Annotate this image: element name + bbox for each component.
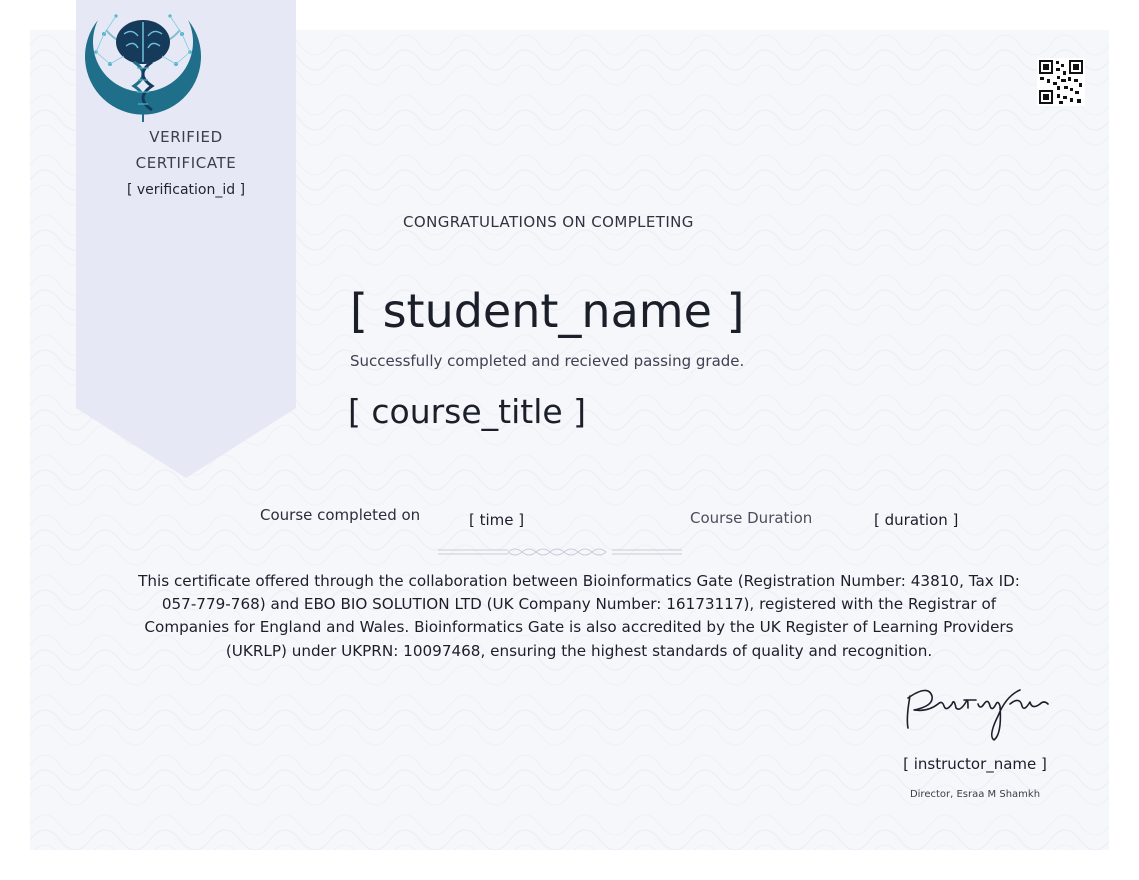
director-title: Director, Esraa M Shamkh (909, 789, 1041, 800)
verified-certificate-label (76, 124, 296, 176)
qr-code-icon[interactable] (1037, 58, 1085, 106)
course-duration-label: Course Duration (690, 509, 813, 527)
course-completed-label: Course completed on (260, 506, 421, 524)
verified-line: VERIFIED (149, 128, 223, 146)
certificate-line: CERTIFICATE (135, 154, 237, 172)
student-name: [ student_name ] (350, 284, 745, 338)
instructor-name: [ instructor_name ] (903, 755, 1047, 773)
course-title: [ course_title ] (348, 392, 587, 431)
success-text: Successfully completed and recieved passing grade. (350, 352, 745, 370)
verified-ribbon (76, 0, 296, 478)
handwritten-signature (898, 682, 1058, 744)
brain-dna-emblem-icon (76, 0, 210, 126)
decorative-divider (438, 545, 682, 559)
accreditation-paragraph: This certificate offered through the collaboration between Bioinformatics Gate (Registration Number: 43810, Tax ID: 057-779-768) and EBO BIO SOLUTION LTD (UK Company Number: 16173117), registered with the Registrar of Companies for England and Wales. Bioinformatics Gate is also accredited by the UK Register of Learning Providers (UKRLP) under UKPRN: 10097468, ensuring the highest standards of quality and recognition. (138, 572, 1020, 660)
completion-time: [ time ] (469, 511, 525, 529)
course-duration: [ duration ] (874, 511, 959, 529)
congrats-heading: CONGRATULATIONS ON COMPLETING (403, 213, 694, 231)
verification-id: [ verification_id ] (126, 182, 246, 198)
